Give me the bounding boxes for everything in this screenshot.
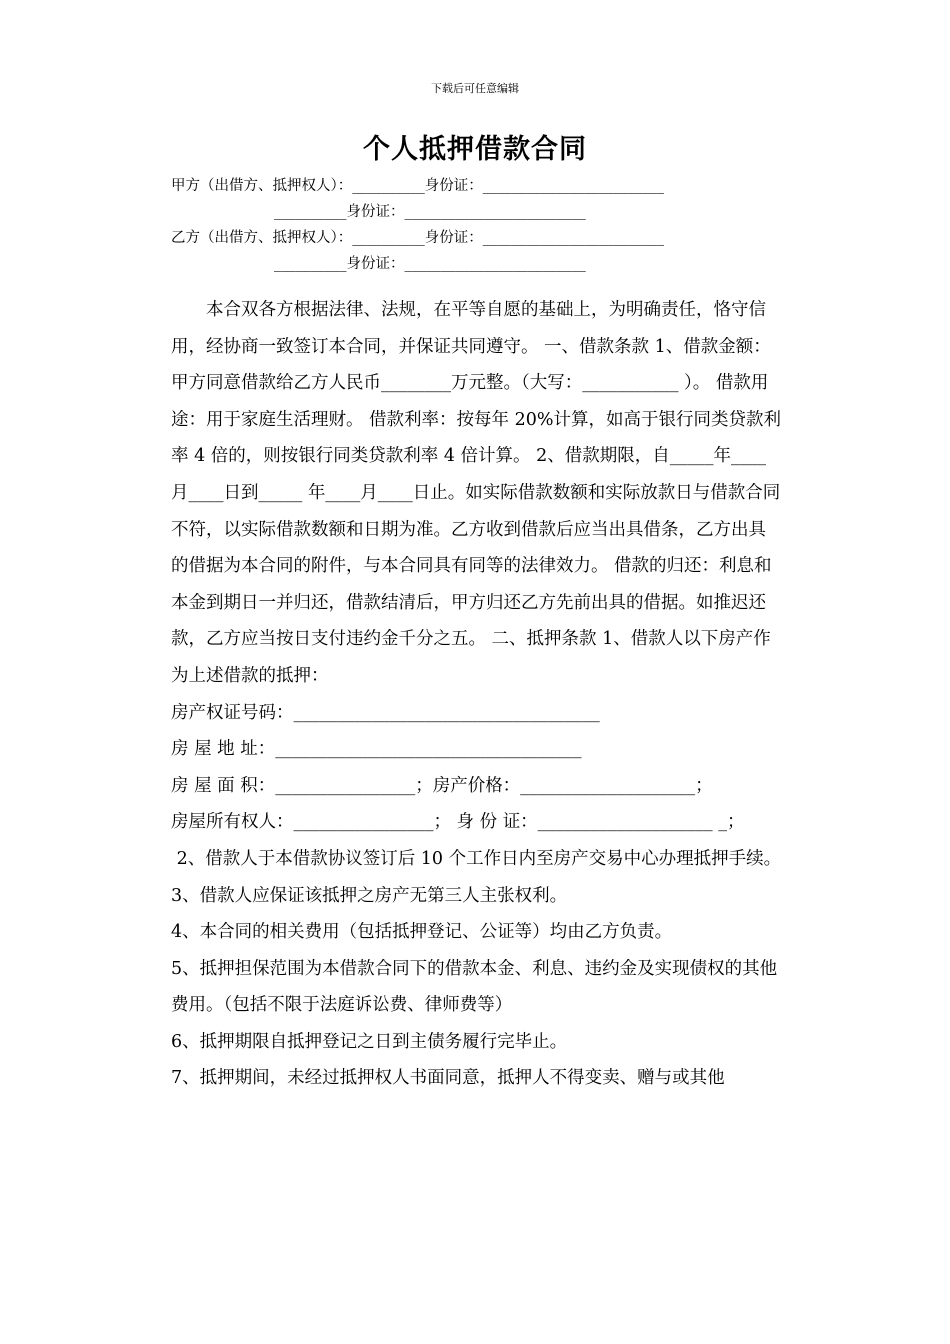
party-b-id-line: __________身份证：_________________________ — [274, 256, 586, 272]
property-area-price: 房 屋 面 积：________________；房产价格：____________________； — [171, 775, 713, 796]
intro-paragraph: 本合双各方根据法律、法规，在平等自愿的基础上，为明确责任，恪守信用，经协商一致签订本合同，并保证共同遵守。 一、借款条款 1、借款金额：甲方同意借款给乙方人民币________万元整。（大写：___________ ）。 借款用途：用于家庭生活理财。 借款利率：按每年 20%计算，如高于银行同类贷款利率 4 倍的，则按银行同类贷款利率 4 倍计算。 2、借款期限，自_____年____月____日到_____ 年____月____日止。如实际借款数额和实际放款日与借款合同不符，以实际借款数额和日期为准。乙方收到借款后应当出具借条，乙方出具的借据为本合同的附件，与本合同具有同等的法律效力。 借款的归还：利息和本金到期日一并归还，借款结清后，甲方归还乙方先前出具的借据。如推迟还款，乙方应当按日支付违约金千分之五。 二、抵押条款 1、借款人以下房产作为上述借款的抵押： — [171, 300, 782, 686]
clause-item: 7、抵押期间，未经过抵押权人书面同意，抵押人不得变卖、赠与或其他 — [171, 1068, 725, 1089]
property-owner-id: 房屋所有权人：________________； 身 份 证：____________________ _； — [171, 812, 745, 833]
party-a-id-line: __________身份证：_________________________ — [274, 204, 586, 220]
contract-title: 个人抵押借款合同 — [363, 134, 587, 165]
party-b-line: 乙方（出借方、抵押权人）：__________身份证：_________________________ — [171, 230, 664, 246]
header-note: 下载后可任意编辑 — [431, 82, 519, 95]
clause-item: 3、借款人应保证该抵押之房产无第三人主张权利。 — [171, 885, 568, 906]
property-address: 房 屋 地 址：___________________________________ — [171, 739, 582, 760]
clause-item: 4、本合同的相关费用（包括抵押登记、公证等）均由乙方负责。 — [171, 922, 673, 943]
clause-item: 2、借款人于本借款协议签订后 10 个工作日内至房产交易中心办理抵押手续。 — [171, 848, 782, 869]
clause-item: 5、抵押担保范围为本借款合同下的借款本金、利息、违约金及实现债权的其他费用。（包括不限于法庭诉讼费、律师费等） — [171, 958, 778, 1016]
property-cert-no: 房产权证号码：___________________________________ — [171, 702, 600, 723]
contract-body — [171, 292, 783, 1097]
party-a-line: 甲方（出借方、抵押权人）：__________身份证：_________________________ — [171, 178, 664, 194]
clause-item: 6、抵押期限自抵押登记之日到主债务履行完毕止。 — [171, 1031, 568, 1052]
